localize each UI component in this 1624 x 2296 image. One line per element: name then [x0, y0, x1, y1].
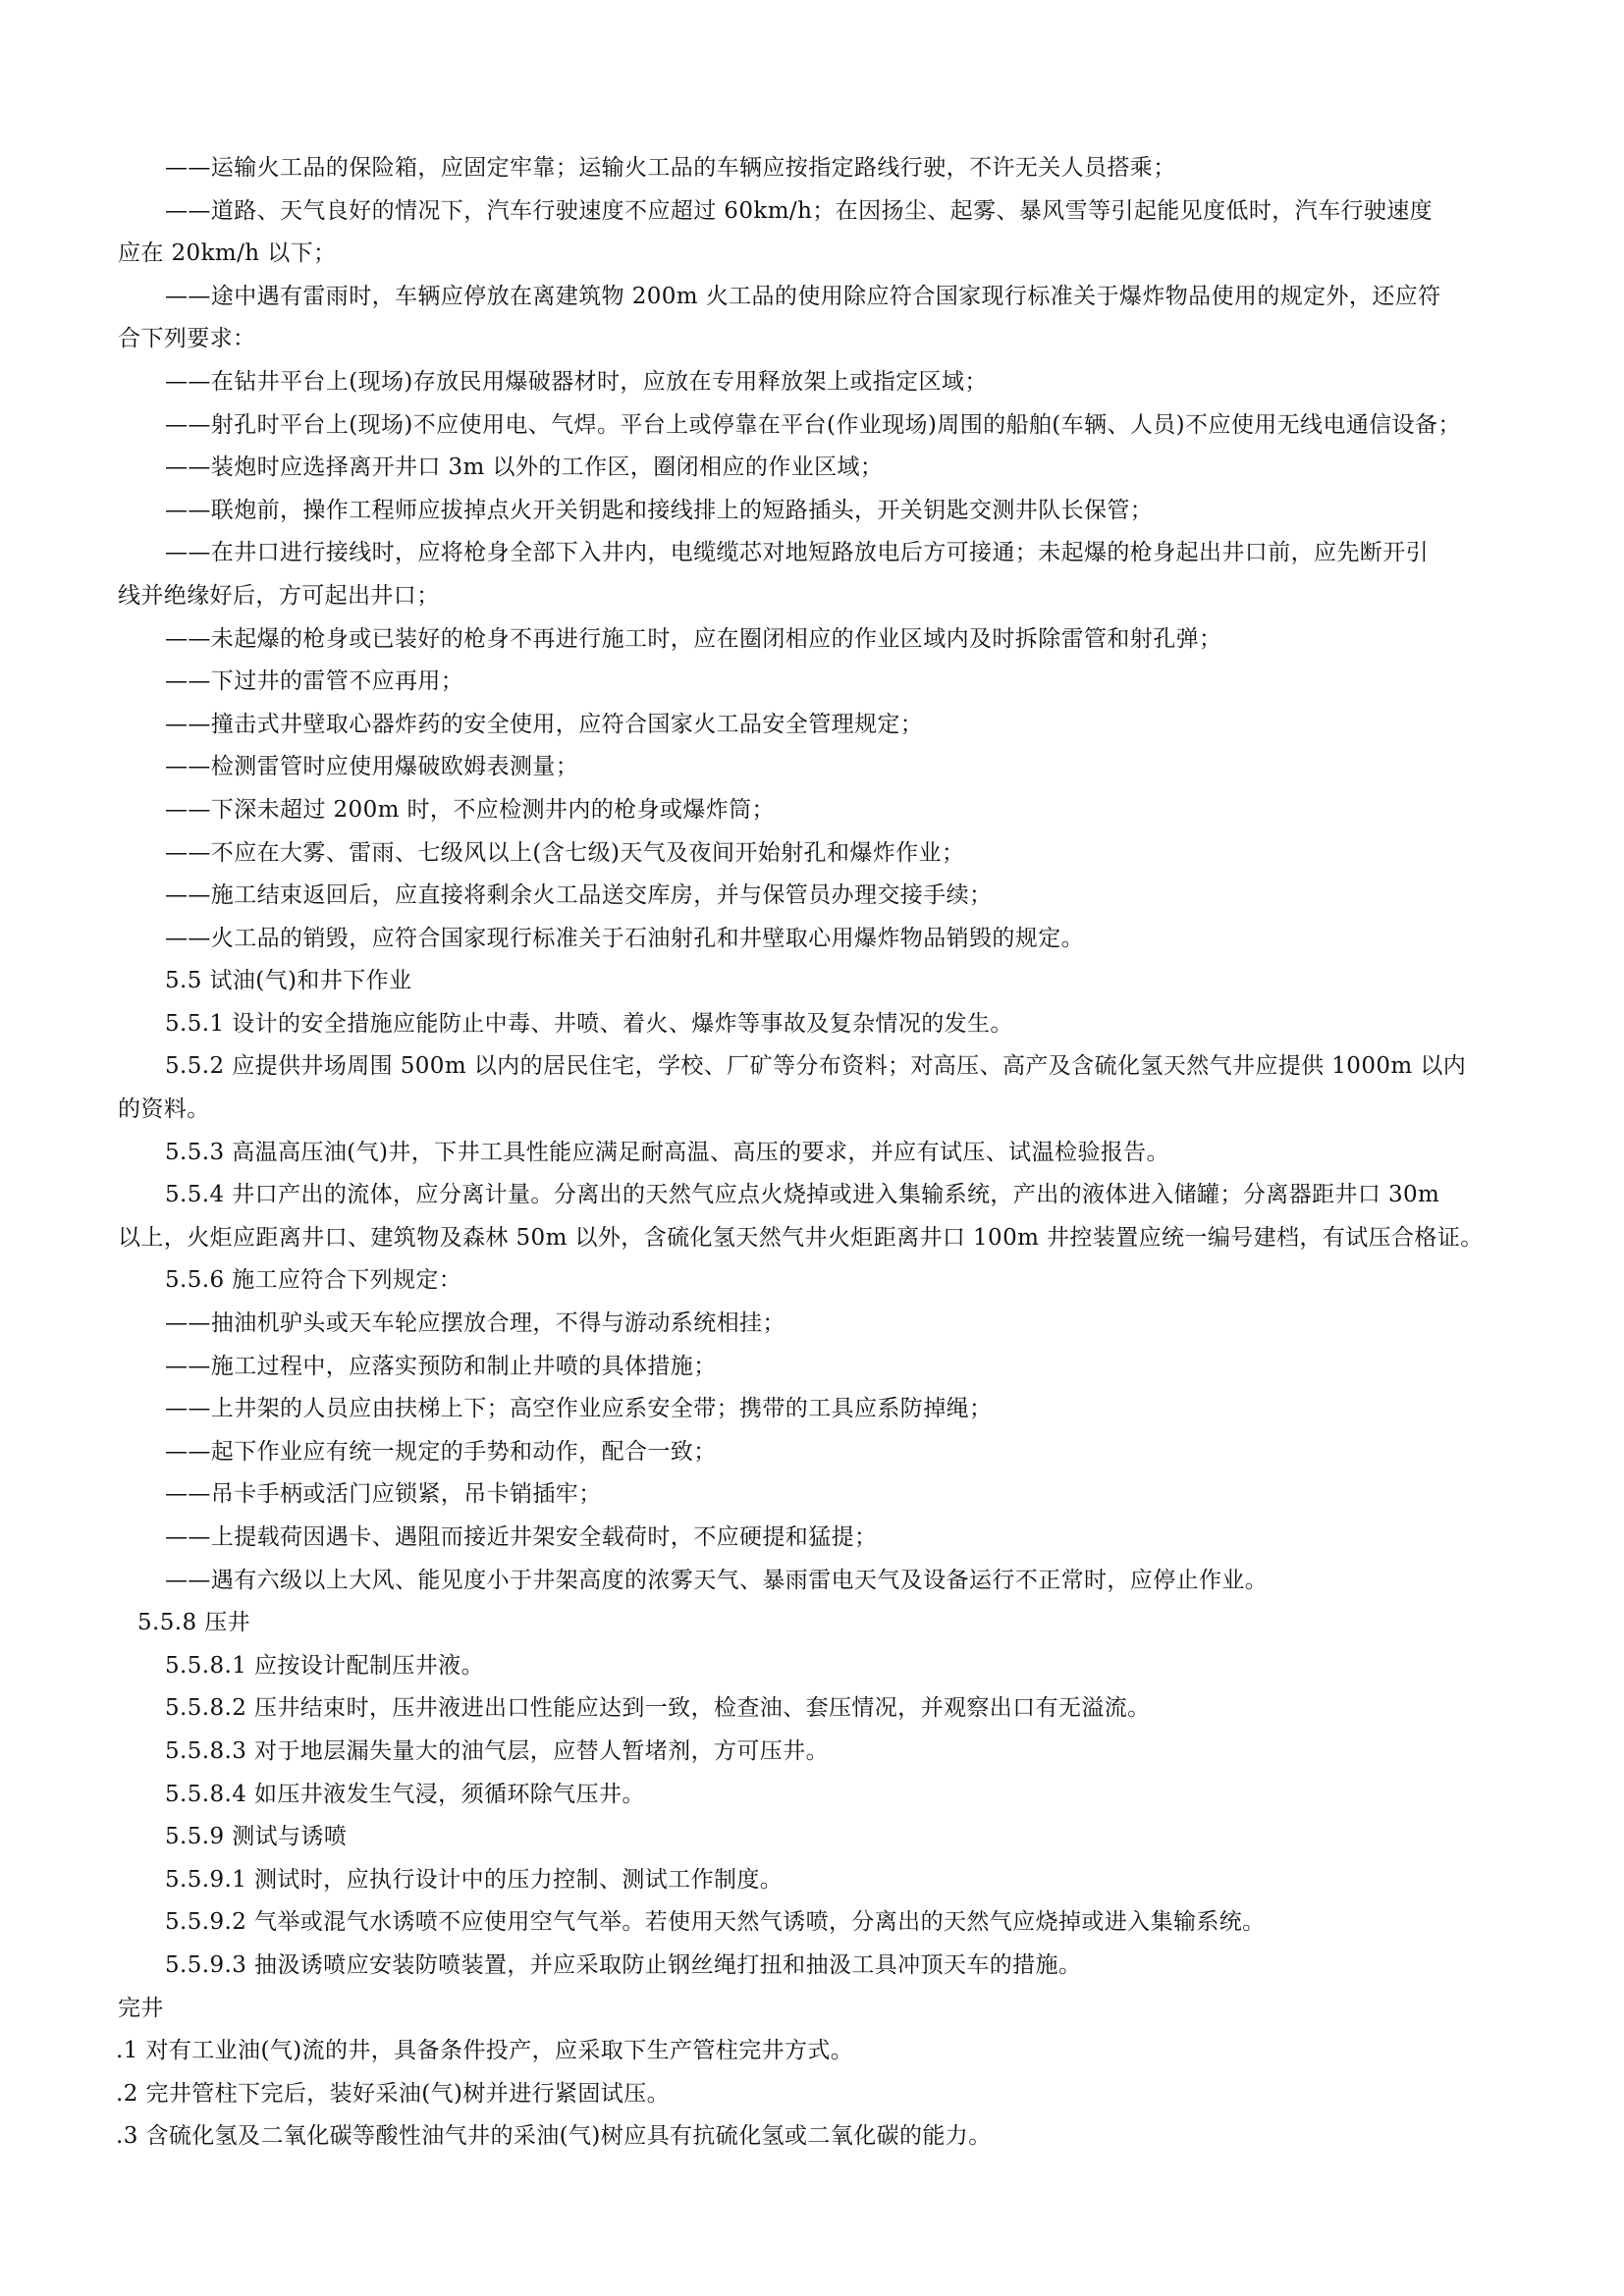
text-line: 5.5.8.4 如压井液发生气浸，须循环除气压井。: [165, 1781, 645, 1807]
text-line: 5.5.9.3 抽汲诱喷应安装防喷装置，并应采取防止钢丝绳打扭和抽汲工具冲顶天车的措施。: [165, 1951, 1082, 1978]
text-line: 5.5.8.2 压井结束时，压井液进出口性能应达到一致，检查油、套压情况，并观察出口有无溢流。: [165, 1695, 1151, 1722]
text-line: 5.5.8 压井: [137, 1610, 251, 1636]
text-line: 线并绝缘好后，方可起出井口；: [118, 582, 440, 609]
text-line: ——撞击式井壁取心器炸药的安全使用，应符合国家火工品安全管理规定；: [165, 711, 924, 737]
text-line: ——起下作业应有统一规定的手势和动作，配合一致；: [165, 1438, 717, 1465]
text-line: 5.5.9.1 测试时，应执行设计中的压力控制、测试工作制度。: [165, 1866, 784, 1893]
text-line: 5.5.9.2 气举或混气水诱喷不应使用空气气举。若使用天然气诱喷，分离出的天然气应烧掉或进入集输系统。: [165, 1909, 1266, 1936]
text-line: 合下列要求：: [118, 326, 256, 352]
text-line: ——施工过程中，应落实预防和制止井喷的具体措施；: [165, 1353, 717, 1379]
text-line: 5.5 试油(气)和井下作业: [165, 968, 412, 994]
text-line: ——吊卡手柄或活门应锁紧，吊卡销插牢；: [165, 1481, 602, 1508]
text-line: ——下过井的雷管不应再用；: [165, 668, 464, 695]
text-line: 5.5.8.1 应按设计配制压井液。: [165, 1652, 484, 1679]
text-line: ——未起爆的枪身或已装好的枪身不再进行施工时，应在圈闭相应的作业区域内及时拆除雷管和射孔弹；: [165, 625, 1222, 652]
text-line: 完井: [118, 1995, 164, 2021]
text-line: ——装炮时应选择离开井口 3m 以外的工作区，圈闭相应的作业区域；: [165, 454, 884, 481]
text-line: ——在井口进行接线时，应将枪身全部下入井内，电缆缆芯对地短路放电后方可接通；未起爆的枪身起出井口前，应先断开引: [165, 540, 1429, 566]
text-line: ——下深未超过 200m 时，不应检测井内的枪身或爆炸筒；: [165, 796, 775, 823]
text-line: 5.5.2 应提供井场周围 500m 以内的居民住宅，学校、厂矿等分布资料；对高压、高产及含硫化氢天然气井应提供 1000m 以内: [165, 1053, 1467, 1080]
text-line: 应在 20km/h 以下；: [118, 240, 337, 267]
text-line: 5.5.9 测试与诱喷: [165, 1824, 348, 1850]
text-line: 5.5.1 设计的安全措施应能防止中毒、井喷、着火、爆炸等事故及复杂情况的发生。: [165, 1010, 1013, 1037]
text-line: ——途中遇有雷雨时，车辆应停放在离建筑物 200m 火工品的使用除应符合国家现行标准关于爆炸物品使用的规定外，还应符: [165, 283, 1441, 309]
text-line: ——抽油机驴头或天车轮应摆放合理，不得与游动系统相挂；: [165, 1310, 785, 1337]
text-line: ——运输火工品的保险箱，应固定牢靠；运输火工品的车辆应按指定路线行驶，不许无关人员搭乘；: [165, 155, 1176, 181]
text-line: .3 含硫化氢及二氧化碳等酸性油气井的采油(气)树应具有抗硫化氢或二氧化碳的能力。: [116, 2123, 992, 2150]
text-line: ——火工品的销毁，应符合国家现行标准关于石油射孔和井壁取心用爆炸物品销毁的规定。: [165, 925, 1084, 951]
text-line: ——遇有六级以上大风、能见度小于井架高度的浓雾天气、暴雨雷电天气及设备运行不正常时，应停止作业。: [165, 1567, 1269, 1593]
text-line: ——上井架的人员应由扶梯上下；高空作业应系安全带；携带的工具应系防掉绳；: [165, 1396, 993, 1422]
text-line: .1 对有工业油(气)流的井，具备条件投产，应采取下生产管柱完井方式。: [116, 2038, 854, 2064]
text-line: ——在钻井平台上(现场)存放民用爆破器材时，应放在专用释放架上或指定区域；: [165, 368, 988, 395]
text-line: 5.5.4 井口产出的流体，应分离计量。分离出的天然气应点火烧掉或进入集输系统，产出的液体进入储罐；分离器距井口 30m: [165, 1182, 1440, 1208]
text-line: ——施工结束返回后，应直接将剩余火工品送交库房，并与保管员办理交接手续；: [165, 882, 993, 909]
text-line: 5.5.8.3 对于地层漏失量大的油气层，应替人暂堵剂，方可压井。: [165, 1737, 829, 1764]
text-line: ——道路、天气良好的情况下，汽车行驶速度不应超过 60km/h；在因扬尘、起雾、暴风雪等引起能见度低时，汽车行驶速度: [165, 197, 1434, 224]
text-line: ——检测雷管时应使用爆破欧姆表测量；: [165, 754, 579, 780]
text-line: ——不应在大雾、雷雨、七级风以上(含七级)天气及夜间开始射孔和爆炸作业；: [165, 839, 965, 866]
text-line: 5.5.6 施工应符合下列规定：: [165, 1267, 462, 1294]
text-line: ——射孔时平台上(现场)不应使用电、气焊。平台上或停靠在平台(作业现场)周围的船舶(车辆、人员)不应使用无线电通信设备；: [165, 411, 1461, 438]
text-line: .2 完井管柱下完后，装好采油(气)树并进行紧固试压。: [116, 2080, 671, 2107]
text-line: 以上，火炬应距离井口、建筑物及森林 50m 以外，含硫化氢天然气井火炬距离井口 100m 井控装置应统一编号建档，有试压合格证。: [118, 1224, 1484, 1251]
text-line: 的资料。: [118, 1096, 210, 1123]
text-line: ——上提载荷因遇卡、遇阻而接近井架安全载荷时，不应硬提和猛提；: [165, 1524, 878, 1550]
text-line: ——联炮前，操作工程师应拔掉点火开关钥匙和接线排上的短路插头，开关钥匙交测井队长保管；: [165, 497, 1154, 523]
text-line: 5.5.3 高温高压油(气)井，下井工具性能应满足耐高温、高压的要求，并应有试压、试温检验报告。: [165, 1139, 1169, 1165]
